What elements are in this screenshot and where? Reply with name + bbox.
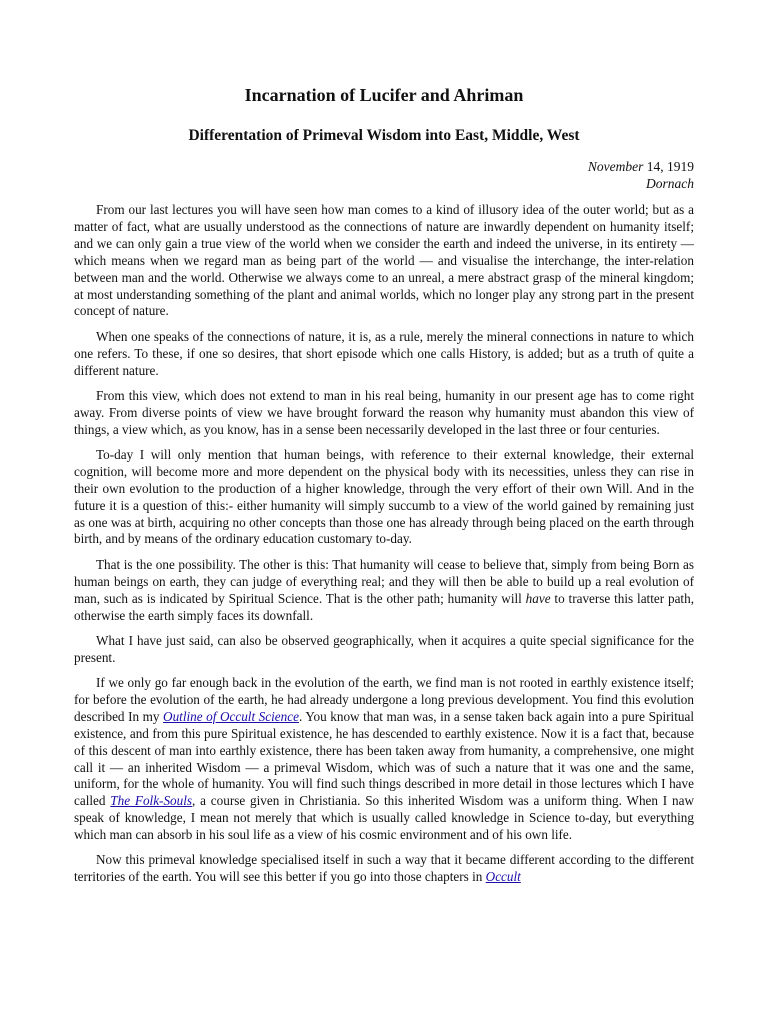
paragraph: From our last lectures you will have seen how man comes to a kind of illusory idea of the outer world; but as a matter of fact, what are usually understood as the connections of nature are inwardly dependent on humanity itself; and we can only gain a true view of the world when we consider the earth and indeed the universe, in its entirety — which means when we regard man as being part of the world — and visualise the interchange, the inter-relation between man and the world. Otherwise we always come to an unreal, a mere abstract grasp of the mineral kingdom; at most understanding something of the plant and animal worlds, which no longer play any strong part in the present concept of nature. <box>74 202 694 319</box>
paragraph: Now this primeval knowledge specialised itself in such a way that it became different according to the different territories of the earth. You will see this better if you go into those chapters in Occult <box>74 852 694 885</box>
lecture-place: Dornach <box>646 176 694 191</box>
lecture-date <box>74 158 694 175</box>
emphasis: have <box>525 590 551 606</box>
link-occult[interactable]: Occult <box>485 869 521 885</box>
link-the-folk-souls[interactable]: The Folk-Souls <box>110 793 193 809</box>
paragraph: When one speaks of the connections of nature, it is, as a rule, merely the mineral connections in nature to which one refers. To these, if one so desires, that short episode which one calls History, is added; but as a truth of quite a different nature. <box>74 328 694 378</box>
link-outline-of-occult-science[interactable]: Outline of Occult Science <box>163 708 299 724</box>
paragraph: If we only go far enough back in the evolution of the earth, we find man is not rooted in earthly existence itself; for before the evolution of the earth, he had already undergone a long previous development. You find this evolution described In my Outline of Occult Science. You know that man was, in a sense taken back again into a pure Spiritual existence, and from this pure Spiritual existence, he has descended to earthly existence. Now it is a fact that, because of this descent of man into earthly existence, there has been taken away from humanity, a comprehensive, one might call it — an inherited Wisdom — a primeval Wisdom, which was of such a nature that it was one and the same, uniform, for the whole of humanity. You will find such things described in more detail in those lectures which I have called The Folk-Souls, a course given in Christiania. So this inherited Wisdom was a uniform thing. When I naw speak of knowledge, I mean not merely that which is usually called knowledge in Science to-day, but everything which man can absorb in his soul life as a view of his cosmic environment and of his own life. <box>74 675 694 843</box>
paragraph: What I have just said, can also be observed geographically, when it acquires a quite special significance for the present. <box>74 632 694 665</box>
paragraph: That is the one possibility. The other is this: That humanity will cease to believe that, simply from being Born as human beings on earth, they can judge of everything real; and they will then be able to build up a real evolution of man, such as is indicated by Spiritual Science. That is the other path; humanity will have to traverse this latter path, otherwise the earth simply faces its downfall. <box>74 556 694 623</box>
document-subtitle: Differentation of Primeval Wisdom into East, Middle, West <box>188 127 580 144</box>
document-page <box>74 84 694 895</box>
paragraph: From this view, which does not extend to man in his real being, humanity in our present age has to come right away. From diverse points of view we have brought forward the reason why humanity must abandon this view of things, a view which, as you know, has in a sense been necessarily developed in the last three or four centuries. <box>74 387 694 437</box>
document-title: Incarnation of Lucifer and Ahriman <box>244 85 524 105</box>
date-month: November <box>587 159 644 174</box>
date-day-year: 14, 1919 <box>643 159 694 174</box>
paragraph: To-day I will only mention that human beings, with reference to their external knowledge, their external cognition, will become more and more dependent on the physical body with its necessities, unless they can rise in their own evolution to the production of a higher knowledge, through the very effort of their own Will. And in the future it is a question of this:- either humanity will simply succumb to a view of the world gained by remaining just as one was at birth, acquiring no other concepts than those one has already through being placed on the earth through birth, and by means of the ordinary education customary to-day. <box>74 446 694 547</box>
dateline <box>74 158 694 192</box>
